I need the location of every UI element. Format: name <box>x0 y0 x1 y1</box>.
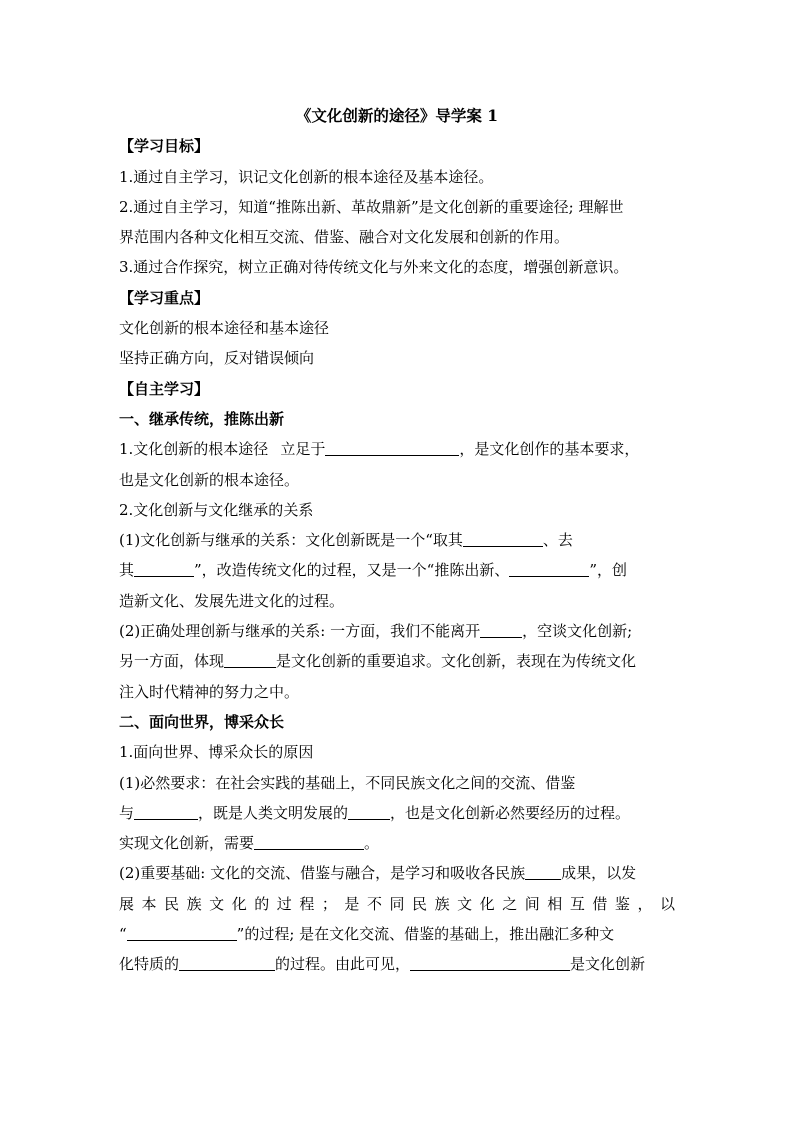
text-segment: 实现文化创新，需要 <box>119 834 255 853</box>
part-1-heading: 一、继承传统，推陈出新 <box>119 409 285 428</box>
blank-field[interactable] <box>480 620 522 638</box>
goals-heading: 【学习目标】 <box>119 137 210 156</box>
blank-field[interactable] <box>254 832 364 850</box>
item-2-2-line-1 <box>119 616 675 646</box>
blank-field[interactable] <box>325 438 459 456</box>
blank-field[interactable] <box>410 953 570 971</box>
item-2-heading: 2.文化创新与文化继承的关系 <box>119 500 314 519</box>
text-segment: ，空谈文化创新; <box>522 622 633 641</box>
item-1-line-1 <box>119 434 675 464</box>
text-segment: ”，改造传统文化的过程，又是一个“推陈出新、 <box>194 561 510 580</box>
text-segment: 其 <box>119 561 135 580</box>
text-segment: ，既是人类文明发展的 <box>198 803 349 822</box>
item-2-2-line-3: 注入时代精神的努力之中。 <box>119 682 300 701</box>
focus-item-1: 文化创新的根本途径和基本途径 <box>119 319 330 338</box>
focus-item-2: 坚持正确方向，反对错误倾向 <box>119 349 315 368</box>
goal-3: 3.通过合作探究，树立正确对待传统文化与外来文化的态度，增强创新意识。 <box>119 258 629 277</box>
text-segment: (2)正确处理创新与继承的关系: 一方面，我们不能离开 <box>119 622 481 641</box>
text-segment: (2)重要基础: 文化的交流、借鉴与融合，是学习和吸收各民族 <box>119 864 526 883</box>
blank-field[interactable] <box>509 559 589 577</box>
blank-field[interactable] <box>134 559 194 577</box>
page-title: 《文化创新的途径》导学案 1 <box>295 106 499 125</box>
reason-2-line-4 <box>119 949 675 979</box>
reason-2-line-2: 展本民族文化的过程；是不同民族文化之间相互借鉴，以 <box>119 894 675 913</box>
focus-heading: 【学习重点】 <box>119 288 210 307</box>
text-segment: 。 <box>364 834 380 853</box>
text-segment: ，也是文化创新必然要经历的过程。 <box>390 803 631 822</box>
reason-heading: 1.面向世界、博采众长的原因 <box>119 743 314 762</box>
item-2-1-line-2 <box>119 555 675 585</box>
text-segment: 的过程。由此可见， <box>275 955 411 974</box>
item-1-text-b: ，是文化创作的基本要求， <box>459 440 640 459</box>
goal-2-line-1: 2.通过自主学习，知道“推陈出新、革故鼎新”是文化创新的重要途径; 理解世 <box>119 197 624 216</box>
item-2-2-line-2 <box>119 646 675 676</box>
item-1-text-a: 立足于 <box>280 440 326 459</box>
reason-1-line-2 <box>119 798 675 828</box>
self-study-heading: 【自主学习】 <box>119 379 210 398</box>
blank-field[interactable] <box>134 802 198 820</box>
blank-field[interactable] <box>525 862 561 880</box>
blank-field[interactable] <box>224 650 276 668</box>
goal-1: 1.通过自主学习，识记文化创新的根本途径及基本途径。 <box>119 167 494 186</box>
reason-2-line-1 <box>119 858 675 888</box>
text-segment: 、去 <box>542 531 573 550</box>
text-segment: 另一方面，体现 <box>119 652 225 671</box>
item-2-1-line-3: 造新文化、发展先进文化的过程。 <box>119 591 345 610</box>
text-segment: 化特质的 <box>119 955 180 974</box>
text-segment: 与 <box>119 803 135 822</box>
document-body <box>119 101 675 980</box>
item-1-line-2: 也是文化创新的根本途径。 <box>119 470 300 489</box>
blank-field[interactable] <box>127 923 237 941</box>
text-segment: ”，创 <box>589 561 628 580</box>
item-1-label: 1.文化创新的根本途径 <box>119 440 269 459</box>
text-segment: 成果，以发 <box>561 864 637 883</box>
blank-field[interactable] <box>463 529 543 547</box>
text-segment: 是文化创新 <box>570 955 646 974</box>
text-segment: “ <box>119 925 127 944</box>
part-2-heading: 二、面向世界，博采众长 <box>119 712 285 731</box>
reason-1-line-3 <box>119 828 675 858</box>
goal-2-line-2: 界范围内各种文化相互交流、借鉴、融合对文化发展和创新的作用。 <box>119 228 570 247</box>
blank-field[interactable] <box>179 953 275 971</box>
text-segment: (1)文化创新与继承的关系：文化创新既是一个“取其 <box>119 531 463 550</box>
text-segment: ”的过程; 是在文化交流、借鉴的基础上，推出融汇多种文 <box>236 925 615 944</box>
blank-field[interactable] <box>348 802 390 820</box>
text-segment: 是文化创新的重要追求。文化创新，表现在为传统文化 <box>276 652 637 671</box>
reason-2-line-3 <box>119 919 675 949</box>
item-2-1-line-1 <box>119 525 675 555</box>
reason-1-line-1: (1)必然要求：在社会实践的基础上，不同民族文化之间的交流、借鉴 <box>119 773 576 792</box>
